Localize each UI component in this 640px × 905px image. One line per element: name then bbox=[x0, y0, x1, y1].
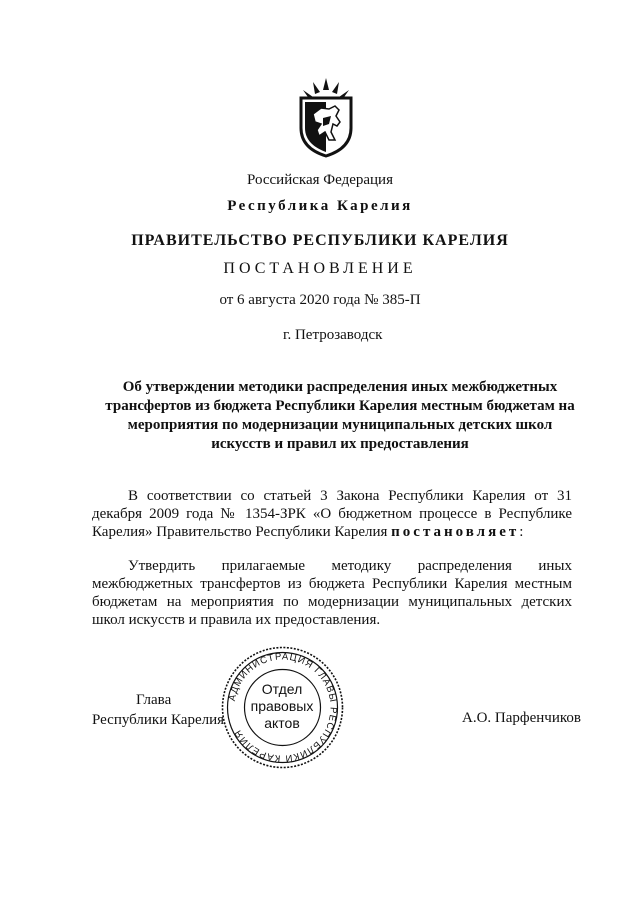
stamp-ring-text: АДМИНИСТРАЦИЯ ГЛАВЫ РЕСПУБЛИКИ КАРЕЛИЯ bbox=[226, 651, 339, 764]
signatory-name: А.О. Парфенчиков bbox=[462, 710, 581, 726]
resolution-paragraph: Утвердить прилагаемые методику распределения иных межбюджетных трансфертов из бюджета Республики Карелия местным бюджетам на мероприятия по модернизации муниципальных детских школ искусств и правила их предоставления. bbox=[92, 558, 572, 628]
signatory-title-line1: Глава bbox=[136, 692, 172, 708]
stamp-line1: Отдел bbox=[261, 681, 303, 697]
signatory-title-line2: Республики Карелия bbox=[92, 712, 225, 728]
document-type: ПОСТАНОВЛЕНИЕ bbox=[223, 260, 417, 277]
preamble-paragraph bbox=[92, 487, 572, 541]
signatory-title bbox=[92, 690, 224, 730]
republic-name: Республика Карелия bbox=[227, 198, 413, 214]
stamp-line3: актов bbox=[264, 715, 300, 731]
karelia-coat-of-arms-icon bbox=[295, 78, 357, 158]
city-name: г. Петрозаводск bbox=[283, 327, 383, 343]
preamble-tail: : bbox=[519, 524, 524, 540]
document-date-number: от 6 августа 2020 года № 385-П bbox=[219, 292, 421, 308]
country-name: Российская Федерация bbox=[247, 172, 393, 188]
stamp-inner-text bbox=[245, 681, 319, 732]
decree-verb: постановляет bbox=[391, 524, 520, 540]
government-name: ПРАВИТЕЛЬСТВО РЕСПУБЛИКИ КАРЕЛИЯ bbox=[131, 232, 509, 249]
stamp-line2: правовых bbox=[250, 698, 314, 714]
preamble-text: В соответствии со статьей 3 Закона Республики Карелия от 31 декабря 2009 года № 1354-ЗРК «О бюджетном процессе в Республике Карелия» Правительство Республики Карелия bbox=[92, 488, 572, 540]
document-subject: Об утверждении методики распределения иных межбюджетных трансфертов из бюджета Республики Карелия местным бюджетам на мероприятия по модернизации муниципальных детских школ искусств и правил их предоставления bbox=[105, 379, 575, 452]
